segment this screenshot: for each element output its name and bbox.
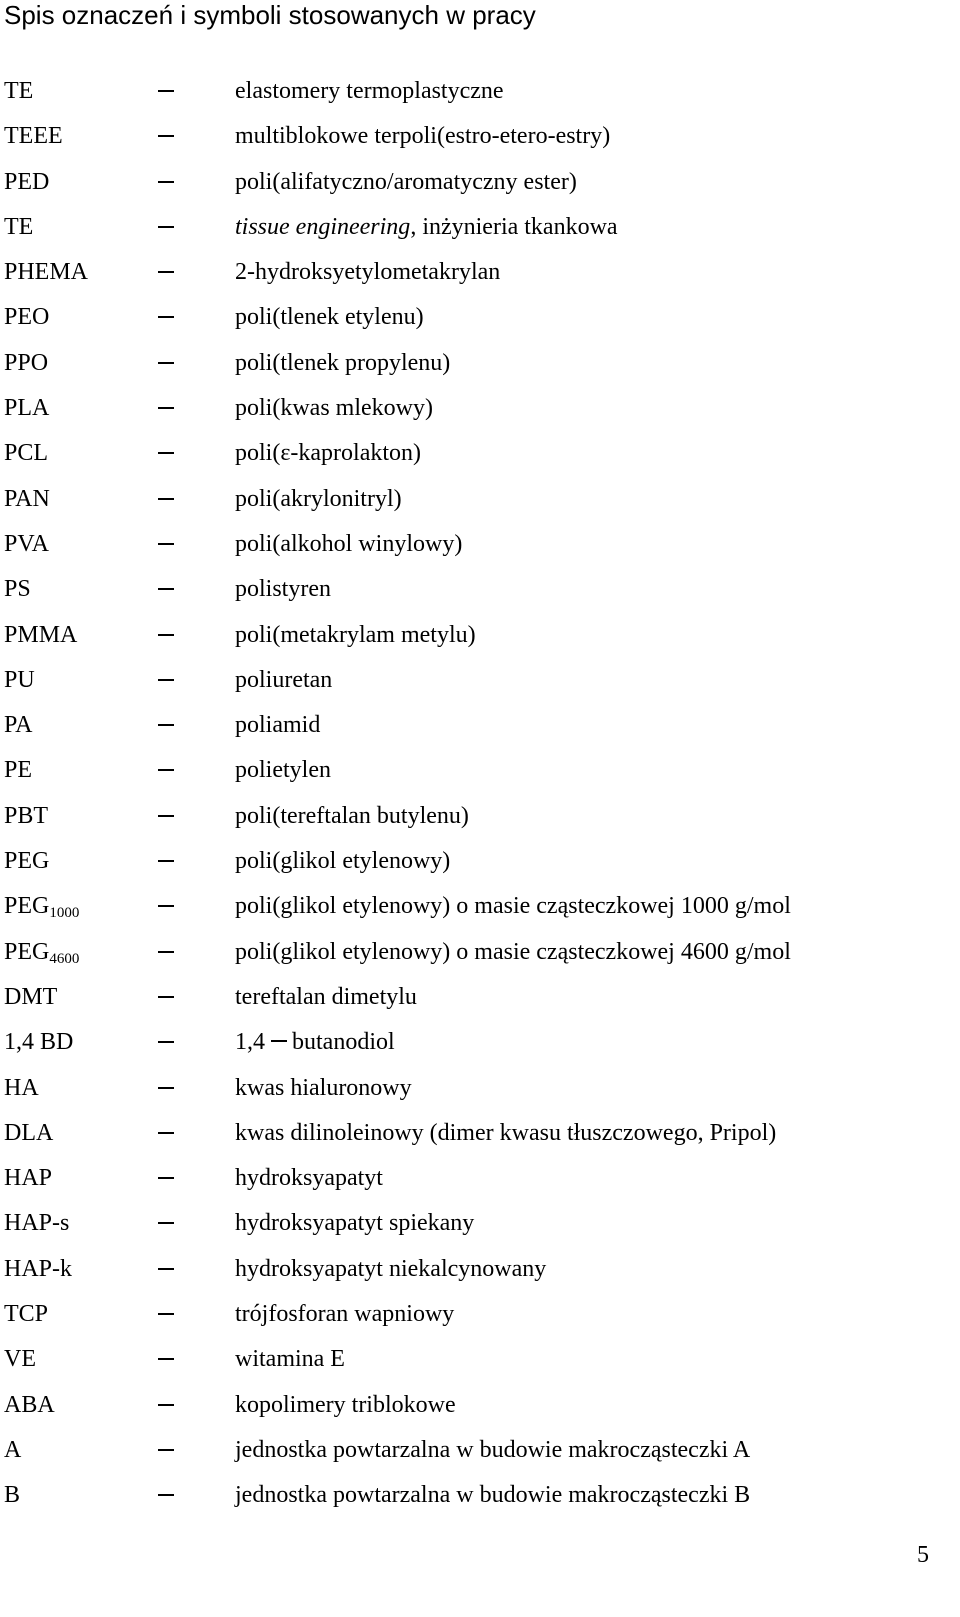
abbreviation-symbol: PEO bbox=[4, 304, 50, 331]
abbreviation-description: jednostka powtarzalna w budowie makrocząsteczki A bbox=[235, 1436, 751, 1463]
abbreviation-row bbox=[0, 1114, 960, 1159]
abbreviation-symbol: TEEE bbox=[4, 123, 63, 150]
abbreviation-symbol: $PEG_{4600}$ bbox=[4, 938, 80, 967]
separator-dash bbox=[158, 951, 174, 953]
abbreviation-symbol: PLA bbox=[4, 395, 50, 422]
separator-dash bbox=[158, 634, 174, 636]
abbreviation-row bbox=[0, 1295, 960, 1340]
separator-dash bbox=[158, 135, 174, 137]
abbreviation-description: poli(ε-kaprolakton) bbox=[235, 440, 422, 467]
abbreviation-symbol: VE bbox=[4, 1346, 36, 1373]
abbreviation-symbol: DLA bbox=[4, 1119, 54, 1146]
separator-dash bbox=[158, 815, 174, 817]
abbreviation-row bbox=[0, 434, 960, 479]
abbreviation-symbol: PEG bbox=[4, 848, 50, 875]
abbreviation-row bbox=[0, 933, 960, 978]
symbol-subscript: 1000 bbox=[49, 905, 80, 922]
abbreviation-row bbox=[0, 887, 960, 932]
abbreviation-description: multiblokowe terpoli(estro-etero-estry) bbox=[235, 123, 611, 150]
separator-dash bbox=[158, 181, 174, 183]
abbreviation-row bbox=[0, 570, 960, 615]
abbreviation-symbol: PED bbox=[4, 168, 50, 195]
abbreviation-symbol: HAP-k bbox=[4, 1255, 73, 1282]
abbreviation-description: hydroksyapatyt bbox=[235, 1165, 383, 1192]
abbreviation-row bbox=[0, 1069, 960, 1114]
separator-dash bbox=[158, 543, 174, 545]
abbreviation-description: polistyren bbox=[235, 576, 331, 603]
separator-dash bbox=[158, 1494, 174, 1496]
abbreviation-description: poliuretan bbox=[235, 666, 333, 693]
abbreviation-symbol: HAP bbox=[4, 1165, 53, 1192]
abbreviation-description: poli(kwas mlekowy) bbox=[235, 395, 433, 422]
abbreviation-description: poli(alkohol winylowy) bbox=[235, 530, 463, 557]
abbreviation-symbol: PBT bbox=[4, 802, 49, 829]
abbreviation-row bbox=[0, 117, 960, 162]
separator-dash bbox=[158, 1404, 174, 1406]
separator-dash bbox=[158, 90, 174, 92]
abbreviation-description: hydroksyapatyt niekalcynowany bbox=[235, 1255, 547, 1282]
separator-dash bbox=[158, 362, 174, 364]
separator-dash bbox=[158, 1132, 174, 1134]
page-title: Spis oznaczeń i symboli stosowanych w pracy bbox=[4, 0, 536, 30]
separator-dash bbox=[158, 588, 174, 590]
abbreviation-row bbox=[0, 389, 960, 434]
abbreviation-symbol: TE bbox=[4, 213, 34, 240]
abbreviation-symbol: $PEG_{1000}$ bbox=[4, 893, 80, 922]
abbreviation-symbol: B bbox=[4, 1482, 21, 1509]
abbreviation-symbol: PMMA bbox=[4, 621, 78, 648]
separator-dash bbox=[158, 996, 174, 998]
separator-dash bbox=[158, 1087, 174, 1089]
abbreviation-symbol: PS bbox=[4, 576, 31, 603]
description-italic: tissue engineering bbox=[235, 213, 411, 240]
abbreviation-description: hydroksyapatyt spiekany bbox=[235, 1210, 475, 1237]
abbreviation-symbol: PAN bbox=[4, 485, 50, 512]
abbreviation-symbol: PE bbox=[4, 757, 33, 784]
abbreviation-row bbox=[0, 1204, 960, 1249]
separator-dash bbox=[158, 271, 174, 273]
abbreviation-symbol: TCP bbox=[4, 1301, 49, 1328]
abbreviation-description: kwas hialuronowy bbox=[235, 1074, 412, 1101]
abbreviation-description: kwas dilinoleinowy (dimer kwasu tłuszczowego, Pripol) bbox=[235, 1119, 777, 1146]
abbreviation-symbol: HA bbox=[4, 1074, 39, 1101]
separator-dash bbox=[158, 1449, 174, 1451]
abbreviation-row bbox=[0, 1340, 960, 1385]
separator-dash bbox=[158, 769, 174, 771]
page-number: 5 bbox=[917, 1542, 929, 1568]
abbreviation-description: poli(glikol etylenowy) o masie cząsteczkowej 4600 g/mol bbox=[235, 938, 791, 965]
abbreviation-symbol: 1,4 BD bbox=[4, 1029, 74, 1056]
abbreviation-symbol: TE bbox=[4, 78, 34, 104]
abbreviation-symbol: PPO bbox=[4, 349, 49, 376]
abbreviation-row bbox=[0, 208, 960, 253]
separator-dash bbox=[158, 498, 174, 500]
inline-dash bbox=[271, 1040, 287, 1042]
abbreviation-row bbox=[0, 616, 960, 661]
abbreviation-description: poliamid bbox=[235, 712, 321, 739]
separator-dash bbox=[158, 724, 174, 726]
abbreviation-row bbox=[0, 163, 960, 208]
abbreviation-description: poli(tereftalan butylenu) bbox=[235, 802, 469, 829]
separator-dash bbox=[158, 452, 174, 454]
abbreviation-row bbox=[0, 1159, 960, 1204]
symbol-subscript: 4600 bbox=[49, 950, 80, 967]
abbreviation-symbol: PHEMA bbox=[4, 259, 89, 286]
description-prefix: 1,4 bbox=[235, 1029, 265, 1056]
separator-dash bbox=[158, 407, 174, 409]
abbreviation-row bbox=[0, 1476, 960, 1521]
separator-dash bbox=[158, 860, 174, 862]
separator-dash bbox=[158, 1041, 174, 1043]
abbreviation-description: poli(tlenek etylenu) bbox=[235, 304, 424, 331]
abbreviation-description: tissue engineering, inżynieria tkankowa bbox=[235, 213, 618, 240]
abbreviation-row bbox=[0, 1386, 960, 1431]
abbreviation-description: elastomery termoplastyczne bbox=[235, 78, 504, 104]
abbreviation-description: 2-hydroksyetylometakrylan bbox=[235, 259, 501, 286]
abbreviation-list bbox=[0, 72, 960, 1522]
abbreviation-row bbox=[0, 706, 960, 751]
abbreviation-symbol: ABA bbox=[4, 1391, 55, 1418]
abbreviation-description: poli(tlenek propylenu) bbox=[235, 349, 451, 376]
abbreviation-row bbox=[0, 797, 960, 842]
abbreviation-description: trójfosforan wapniowy bbox=[235, 1301, 455, 1328]
abbreviation-row bbox=[0, 344, 960, 389]
abbreviation-symbol: PVA bbox=[4, 530, 49, 557]
abbreviation-description: poli(akrylonitryl) bbox=[235, 485, 402, 512]
abbreviation-description: poli(metakrylam metylu) bbox=[235, 621, 476, 648]
abbreviation-row bbox=[0, 1023, 960, 1068]
abbreviation-row bbox=[0, 1431, 960, 1476]
abbreviation-row bbox=[0, 525, 960, 570]
abbreviation-symbol: PA bbox=[4, 712, 33, 739]
abbreviation-symbol: PU bbox=[4, 666, 35, 693]
abbreviation-description: witamina E bbox=[235, 1346, 345, 1373]
separator-dash bbox=[158, 226, 174, 228]
abbreviation-row bbox=[0, 842, 960, 887]
separator-dash bbox=[158, 1222, 174, 1224]
abbreviation-description: tereftalan dimetylu bbox=[235, 983, 417, 1010]
separator-dash bbox=[158, 905, 174, 907]
abbreviation-symbol: HAP-s bbox=[4, 1210, 70, 1237]
abbreviation-description: kopolimery triblokowe bbox=[235, 1391, 456, 1418]
abbreviation-row bbox=[0, 978, 960, 1023]
separator-dash bbox=[158, 1177, 174, 1179]
abbreviation-description: jednostka powtarzalna w budowie makrocząsteczki B bbox=[235, 1482, 751, 1509]
abbreviation-row bbox=[0, 661, 960, 706]
abbreviation-symbol: DMT bbox=[4, 983, 58, 1010]
abbreviation-description: poli(glikol etylenowy) bbox=[235, 848, 451, 875]
abbreviation-row bbox=[0, 253, 960, 298]
abbreviation-row bbox=[0, 72, 960, 117]
abbreviation-description: poli(glikol etylenowy) o masie cząsteczkowej 1000 g/mol bbox=[235, 893, 791, 920]
abbreviation-row bbox=[0, 1250, 960, 1295]
separator-dash bbox=[158, 1268, 174, 1270]
abbreviation-symbol: A bbox=[4, 1436, 22, 1463]
abbreviation-description: 1,4 butanodiol bbox=[235, 1029, 395, 1056]
abbreviation-row bbox=[0, 751, 960, 796]
separator-dash bbox=[158, 679, 174, 681]
separator-dash bbox=[158, 1313, 174, 1315]
abbreviation-description: polietylen bbox=[235, 757, 331, 784]
abbreviation-symbol: PCL bbox=[4, 440, 49, 467]
abbreviation-row bbox=[0, 298, 960, 343]
abbreviation-description: poli(alifatyczno/aromatyczny ester) bbox=[235, 168, 577, 195]
separator-dash bbox=[158, 1358, 174, 1360]
separator-dash bbox=[158, 316, 174, 318]
abbreviation-row bbox=[0, 480, 960, 525]
